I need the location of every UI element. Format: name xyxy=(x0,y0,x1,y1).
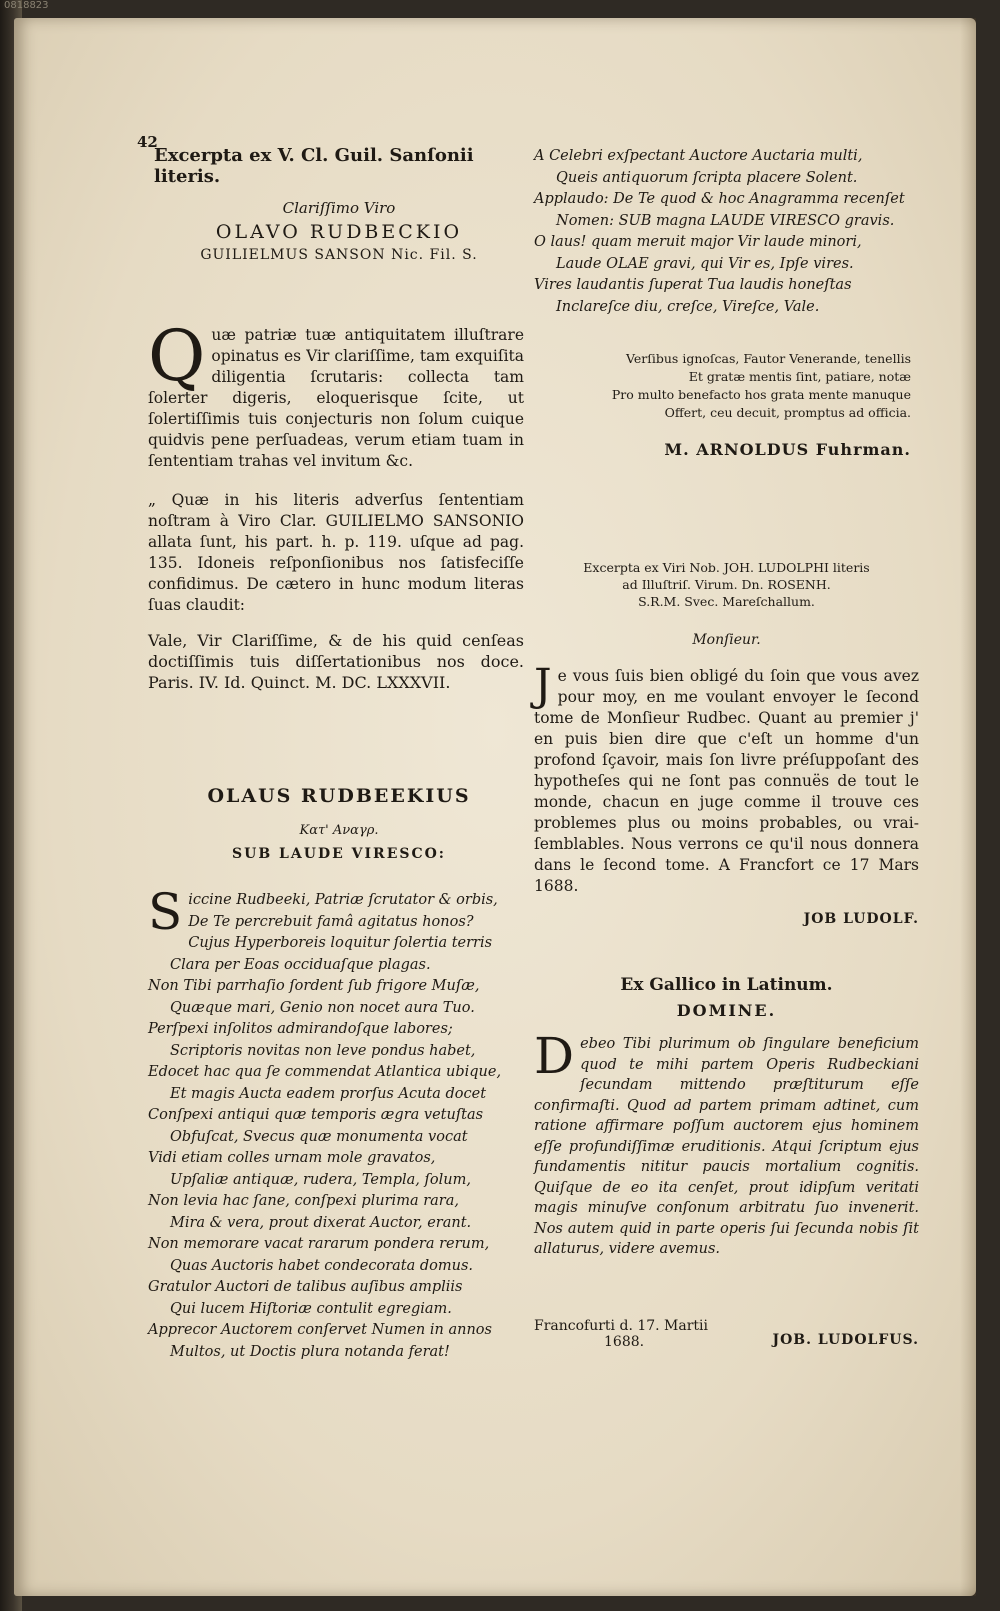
latin-drop-cap: D xyxy=(534,1027,575,1085)
french-letter xyxy=(534,660,919,897)
poem-line: Upſaliæ antiquæ, rudera, Templa, ſolum, xyxy=(170,1171,471,1188)
poem-line: Non Tibi parrhaſio ſordent ſub frigore Muſæ, xyxy=(148,978,480,994)
excerpt-heading-line: S.R.M. Svec. Mareſchallum. xyxy=(638,594,815,609)
poem-motto: SUB LAUDE VIRESCO: xyxy=(232,846,446,862)
poem-line: Vidi etiam colles urnam mole gravatos, xyxy=(148,1150,436,1166)
note-paragraph: „ Quæ in his literis adverſus ſententiam noſtram à Viro Clar. GUILIELMO SANSONIO allata ſunt, his part. h. p. 119. uſque ad pag. 135. Idoneis reſponſionibus nos ſatisfeciſſe confidimus. De cætero in hunc modum literas ſuas claudit: xyxy=(148,491,524,614)
left-column xyxy=(148,145,524,1363)
place-date-line2: 1688. xyxy=(604,1333,645,1350)
place-date-line1: Francofurti d. 17. Martii xyxy=(534,1317,709,1334)
drop-cap: Q xyxy=(148,315,206,397)
latin-letter xyxy=(534,1027,919,1260)
anagram-verse xyxy=(534,146,919,318)
anagram-verse-line: Inclareſce diu, creſce, Vireſce, Vale. xyxy=(556,298,820,315)
poem-line: Multos, ut Doctis plura notanda ferat! xyxy=(170,1343,450,1360)
poem-line: Et magis Aucta eadem prorſus Acuta docet xyxy=(170,1085,487,1102)
poem-line: Gratulor Auctori de talibus auſibus ampliis xyxy=(148,1279,463,1295)
excuse-verse xyxy=(534,350,919,422)
signature-job-ludolf: JOB LUDOLF. xyxy=(803,911,919,927)
excerpt-heading-line: ad Illuſtriſ. Virum. Dn. ROSENH. xyxy=(622,577,831,592)
signature-fuhrman: M. ARNOLDUS Fuhrman. xyxy=(664,440,911,459)
salutation-monsieur: Monſieur. xyxy=(692,632,761,648)
excerpt-heading-line: Excerpta ex Viri Nob. JOH. LUDOLPHI literis xyxy=(583,560,870,575)
poem-line: Non memorare vacat rararum pondera rerum, xyxy=(148,1236,490,1252)
excuse-line: Et gratæ mentis ſint, patiare, notæ xyxy=(688,369,911,384)
letter-paragraph xyxy=(148,315,524,472)
excuse-line: Offert, ceu decuit, promptus ad officia. xyxy=(664,405,911,420)
poem-line: Conſpexi antiqui quæ temporis ægra vetuſtas xyxy=(148,1107,484,1123)
latin-heading: Ex Gallico in Latinum. xyxy=(620,975,833,995)
poem-line: Clara per Eoas occiduaſque plagas. xyxy=(170,956,431,973)
anagram-verse-line: Queis antiquorum ſcripta placere Solent. xyxy=(556,169,858,186)
poem-line: Mira & vera, prout dixerat Auctor, erant. xyxy=(170,1214,472,1231)
latin-salutation: DOMINE. xyxy=(676,1001,777,1020)
excuse-line: Pro multo benefacto hos grata mente manuque xyxy=(611,387,911,402)
poem-line: Quas Auctoris habet condecorata domus. xyxy=(170,1257,474,1274)
anagram-verse-line: Vires laudantis ſuperat Tua laudis honeſtas xyxy=(534,277,852,293)
excerpt-title: Excerpta ex V. Cl. Guil. Sanſonii literis. xyxy=(154,145,474,187)
anagram-verse-line: Applaudo: De Te quod & hoc Anagramma recenſet xyxy=(534,191,905,207)
poem-line: Apprecor Auctorem conſervet Numen in annos xyxy=(148,1322,492,1338)
page-edge-shadow xyxy=(960,18,976,1596)
latin-text: ebeo Tibi plurimum ob ſingulare beneficium quod te mihi partem Operis Rudbeckiani ſecundam mittendo præſtiturum eſſe confirmaſti. Quod ad partem primam adtinet, cum ratione affirmare poſſum auctorem ejus hominem eſſe profundiſſimæ eruditionis. Atqui ſcriptum ejus fundamentis nititur paucis mortalium cognitis. Quiſque de eo ita cenſet, prout idipſum veritati magis minuſve conſonum arbitratu ſuo invenerit. Nos autem quid in parte operis ſui ſecunda nobis ſit allaturus, videre avemus. xyxy=(534,1036,919,1257)
anagram-verse-line: O laus! quam meruit major Vir laude minori, xyxy=(534,234,862,250)
book-page xyxy=(14,18,976,1596)
poem-line: Qui lucem Hiſtoriæ contulit egregiam. xyxy=(170,1300,452,1317)
right-column xyxy=(534,146,919,1348)
french-text: e vous ſuis bien obligé du ſoin que vous avez pour moy, en me voulant envoyer le ſecond tome de Monſieur Rudbec. Quant au premier j' en puis bien dire que c'eſt un homme d'un profond ſçavoir, mais ſon livre préſuppoſant des hypotheſes qui ne ſont pas connuës de tout le monde, chacun en juge comme il trouve ces problemes plus ou moins probables, ou vrai-ſemblables. Nous verrons ce qu'il nous donnera dans le ſecond tome. A Francfort ce 17 Mars 1688. xyxy=(534,667,919,895)
closing-paragraph: Vale, Vir Clariſſime, & de his quid cenſeas doctiſſimis tuis diſſertationibus nos doce. Paris. IV. Id. Quinct. M. DC. LXXXVII. xyxy=(148,631,524,692)
poem-lines xyxy=(148,883,524,1363)
poem-line: Edocet hac qua ſe commendat Atlantica ubique, xyxy=(148,1064,502,1080)
poem-subtitle: Κατ' Αναγρ. xyxy=(299,823,379,838)
poem-line: Obfuſcat, Svecus quæ monumenta vocat xyxy=(170,1128,468,1145)
dedication-line2: OLAVO RUDBECKIO xyxy=(215,221,463,243)
corner-stamp: 0818823 xyxy=(4,0,49,11)
anagram-verse-line: Laude OLAE gravi, qui Vir es, Ipſe vires. xyxy=(556,255,854,272)
poem xyxy=(148,883,524,1363)
poem-title: OLAUS RUDBEEKIUS xyxy=(207,785,471,807)
poem-line: Non levia hac ſane, conſpexi plurima rara, xyxy=(148,1193,459,1209)
excuse-line: Verſibus ignoſcas, Fautor Venerande, tenellis xyxy=(626,351,911,366)
excerpt-heading xyxy=(534,559,919,610)
poem-line: De Te percrebuit famâ agitatus honos? xyxy=(188,913,474,930)
poem-line: Perſpexi inſolitos admirandoſque labores; xyxy=(148,1021,453,1037)
poem-line: Cujus Hyperboreis loquitur ſolertia terris xyxy=(188,935,493,951)
page-number: 42 xyxy=(137,133,158,151)
french-drop-cap: J xyxy=(534,660,552,711)
anagram-verse-line: Nomen: SUB magna LAUDE VIRESCO gravis. xyxy=(556,212,895,229)
dedication-line3: GUILIELMUS SANSON Nic. Fil. S. xyxy=(200,247,478,263)
poem-drop-cap: S xyxy=(148,883,183,941)
poem-line: Scriptoris novitas non leve pondus habet, xyxy=(170,1042,476,1059)
anagram-verse-line: A Celebri exſpectant Auctore Auctaria multi, xyxy=(534,148,863,164)
signature-job-ludolfus: JOB. LUDOLFUS. xyxy=(772,1331,919,1348)
dedication-line1: Clariſſimo Viro xyxy=(282,199,396,217)
poem-line: Quæque mari, Genio non nocet aura Tuo. xyxy=(170,999,475,1016)
letter-text: uæ patriæ tuæ antiquitatem illuſtrare opinatus es Vir clariſſime, tam exquiſita diligentia ſcrutaris: collecta tam ſolerter digeris, eloquerisque ſcite, ut ſolertiſſimis tuis conjecturis non ſolum cuique quidvis pene perſuadeas, verum etiam tuam in ſententiam trahas vel invitum &c. xyxy=(148,326,524,470)
poem-line: iccine Rudbeeki, Patriæ ſcrutator & orbis, xyxy=(188,892,498,908)
